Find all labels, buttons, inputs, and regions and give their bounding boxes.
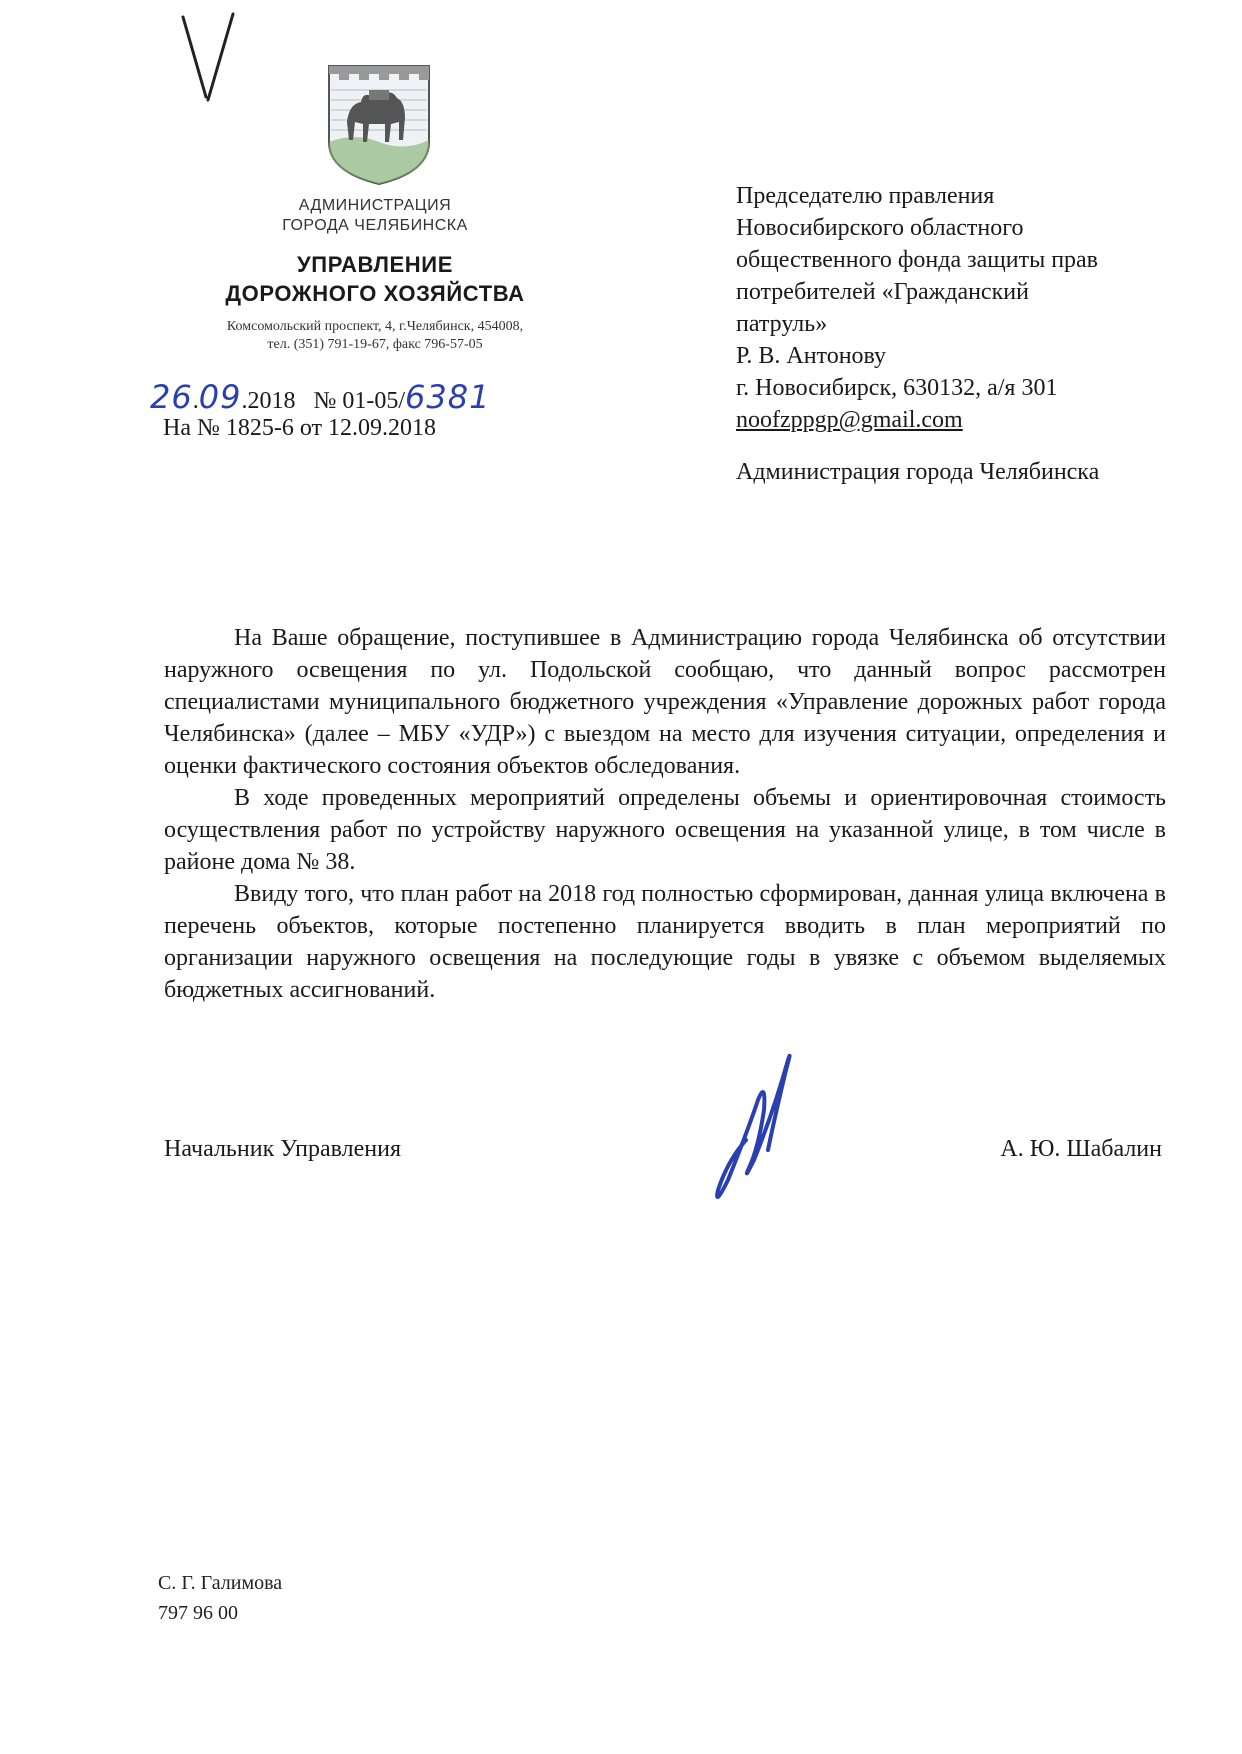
addressee-name: Р. В. Антонову	[736, 343, 887, 369]
addressee-line-5: патруль»	[736, 311, 828, 337]
paragraph-2: В ходе проведенных мероприятий определены объемы и ориентировочная стоимость осуществления работ по устройству наружного освещения на указанной улице, в том числе в районе дома № 38.	[164, 785, 1166, 875]
address-line-1: Комсомольский проспект, 4, г.Челябинск, 454008,	[226, 319, 524, 334]
addressee-line-3: общественного фонда защиты прав	[736, 247, 1099, 273]
letter-body	[164, 622, 1166, 1006]
addressee-line-4: потребителей «Гражданский	[736, 279, 1029, 305]
dept-line-1: УПРАВЛЕНИЕ	[297, 252, 453, 277]
department-address	[160, 318, 590, 354]
department-name	[180, 250, 570, 308]
addressee-block	[736, 180, 1099, 488]
addressee-copy: Администрация города Челябинска	[736, 459, 1100, 485]
signatory-role: Начальник Управления	[164, 1136, 401, 1162]
handwritten-signature	[688, 1040, 798, 1210]
reply-reference: На № 1825-6 от 12.09.2018	[163, 415, 437, 441]
paragraph-1: На Ваше обращение, поступившее в Администрацию города Челябинска об отсутствии наружного освещения по ул. Подольской сообщаю, что данный вопрос рассмотрен специалистами муниципального бюджетного учреждения «Управление дорожных работ города Челябинска» (далее – МБУ «УДР») с выездом на место для изучения ситуации, определения и оценки фактического состояния объектов обследования.	[164, 625, 1166, 779]
signatory-name: А. Ю. Шабалин	[1000, 1136, 1162, 1162]
organization-name	[230, 196, 520, 236]
admin-line-1: АДМИНИСТРАЦИЯ	[298, 197, 452, 214]
number-prefix: № 01-05/	[313, 388, 405, 414]
executor-name: С. Г. Галимова	[158, 1572, 283, 1594]
addressee-line-2: Новосибирского областного	[736, 215, 1024, 241]
executor-phone: 797 96 00	[158, 1602, 238, 1624]
addressee-email-link[interactable]: noofzppgp@gmail.com	[736, 407, 963, 433]
outgoing-date-number: 26.09.2018 № 01-05/6381	[150, 378, 491, 416]
address-line-2: тел. (351) 791-19-67, факс 796-57-05	[267, 337, 483, 352]
year-suffix: .2018	[241, 388, 296, 414]
handwritten-day: 26	[150, 378, 193, 416]
handwritten-tick-mark	[178, 12, 238, 112]
chelyabinsk-coat-of-arms-logo	[325, 62, 433, 186]
addressee-line-1: Председателю правления	[736, 183, 995, 209]
admin-line-2: ГОРОДА ЧЕЛЯБИНСКА	[282, 217, 468, 234]
handwritten-month: 09	[198, 378, 242, 416]
executor-block	[158, 1568, 282, 1628]
paragraph-3: Ввиду того, что план работ на 2018 год полностью сформирован, данная улица включена в перечень объектов, которые постепенно планируется вводить в план мероприятий по организации наружного освещения на последующие годы в увязке с объемом выделяемых бюджетных ассигнований.	[164, 881, 1166, 1003]
addressee-address: г. Новосибирск, 630132, а/я 301	[736, 375, 1058, 401]
dept-line-2: ДОРОЖНОГО ХОЗЯЙСТВА	[225, 281, 525, 306]
handwritten-number: 6381	[405, 378, 491, 416]
